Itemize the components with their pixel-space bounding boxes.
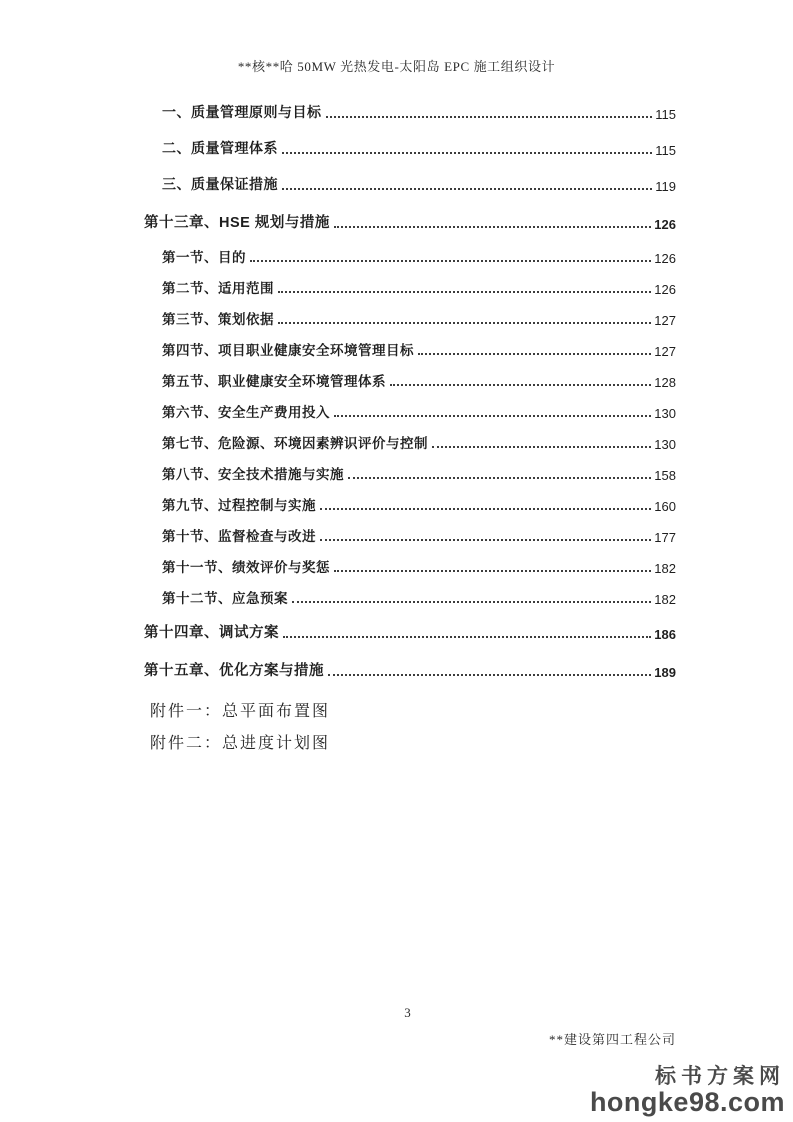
toc-entry[interactable] <box>144 100 676 122</box>
dot-leader <box>292 601 651 603</box>
toc-entry[interactable] <box>144 432 676 452</box>
dot-leader <box>320 539 651 541</box>
toc-entry-label: 第十一节、绩效评价与奖惩 <box>162 560 330 575</box>
toc-entry-label: 第一节、目的 <box>162 250 246 265</box>
attachment-item: 附件一：总平面布置图 <box>150 703 331 720</box>
toc-entry-page: 126 <box>654 251 676 266</box>
toc-entry-label: 第二节、适用范围 <box>162 281 274 296</box>
toc-entry-label: 第四节、项目职业健康安全环境管理目标 <box>162 343 414 358</box>
toc-entry[interactable] <box>144 246 676 266</box>
dot-leader <box>278 291 651 293</box>
toc <box>144 100 676 694</box>
toc-entry-page: 115 <box>655 107 676 122</box>
toc-entry-page: 130 <box>654 437 676 452</box>
dot-leader <box>328 674 651 676</box>
toc-entry[interactable] <box>144 208 676 232</box>
toc-entry[interactable] <box>144 556 676 576</box>
toc-entry-label: 第十二节、应急预案 <box>162 591 288 606</box>
toc-entry[interactable] <box>144 463 676 483</box>
toc-entry-label: 第九节、过程控制与实施 <box>162 498 316 513</box>
dot-leader <box>418 353 651 355</box>
dot-leader <box>278 322 651 324</box>
toc-entry-page: 186 <box>654 627 676 642</box>
dot-leader <box>334 415 651 417</box>
toc-entry-page: 130 <box>654 406 676 421</box>
toc-entry[interactable] <box>144 587 676 607</box>
toc-entry[interactable] <box>144 308 676 328</box>
dot-leader <box>348 477 651 479</box>
dot-leader <box>320 508 651 510</box>
dot-leader <box>283 636 651 638</box>
toc-entry-label: 第六节、安全生产费用投入 <box>162 405 330 420</box>
watermark-site-url: hongke98.com <box>589 1087 785 1117</box>
toc-entry-label: 第三节、策划依据 <box>162 312 274 327</box>
toc-entry-page: 160 <box>654 499 676 514</box>
toc-entry[interactable] <box>144 277 676 297</box>
dot-leader <box>334 570 651 572</box>
attachments-list <box>144 700 330 764</box>
dot-leader <box>282 188 652 190</box>
toc-entry[interactable] <box>144 136 676 158</box>
toc-entry-label: 三、质量保证措施 <box>162 176 278 192</box>
toc-entry-page: 126 <box>654 217 676 232</box>
page-number: 3 <box>404 1005 411 1020</box>
toc-entry-page: 177 <box>654 530 676 545</box>
toc-entry-label: 二、质量管理体系 <box>162 140 278 156</box>
toc-entry[interactable] <box>144 370 676 390</box>
toc-entry[interactable] <box>144 401 676 421</box>
dot-leader <box>390 384 651 386</box>
toc-entry-label: 第十节、监督检查与改进 <box>162 529 316 544</box>
toc-entry-page: 126 <box>654 282 676 297</box>
toc-entry-label: 第十四章、调试方案 <box>144 625 279 641</box>
watermark <box>590 1066 785 1116</box>
toc-entry[interactable] <box>144 656 676 680</box>
toc-entry[interactable] <box>144 339 676 359</box>
toc-entry-page: 128 <box>654 375 676 390</box>
toc-entry[interactable] <box>144 172 676 194</box>
toc-entry[interactable] <box>144 494 676 514</box>
toc-entry-page: 158 <box>654 468 676 483</box>
footer-company: **建设第四工程公司 <box>548 1032 676 1047</box>
dot-leader <box>334 226 651 228</box>
document-header <box>0 56 793 75</box>
toc-entry-page: 182 <box>654 561 676 576</box>
dot-leader <box>282 152 652 154</box>
toc-entry-label: 第五节、职业健康安全环境管理体系 <box>162 374 386 389</box>
toc-entry-label: 第十三章、HSE 规划与措施 <box>144 215 330 231</box>
toc-entry-page: 182 <box>654 592 676 607</box>
document-title: **核**哈 50MW 光热发电-太阳岛 EPC 施工组织设计 <box>237 59 556 74</box>
toc-entry-label: 第八节、安全技术措施与实施 <box>162 467 344 482</box>
toc-entry-label: 第十五章、优化方案与措施 <box>144 663 324 679</box>
dot-leader <box>432 446 651 448</box>
toc-entry-label: 第七节、危险源、环境因素辨识评价与控制 <box>162 436 428 451</box>
attachment-item: 附件二：总进度计划图 <box>150 735 331 752</box>
toc-entry-page: 127 <box>654 344 676 359</box>
toc-entry-label: 一、质量管理原则与目标 <box>162 104 322 120</box>
toc-entry[interactable] <box>144 525 676 545</box>
dot-leader <box>250 260 651 262</box>
toc-entry-page: 127 <box>654 313 676 328</box>
dot-leader <box>326 116 653 118</box>
toc-entry-page: 119 <box>655 179 676 194</box>
toc-entry-page: 189 <box>654 665 676 680</box>
watermark-site-name: 标书方案网 <box>655 1065 785 1088</box>
toc-entry[interactable] <box>144 618 676 642</box>
toc-entry-page: 115 <box>655 143 676 158</box>
